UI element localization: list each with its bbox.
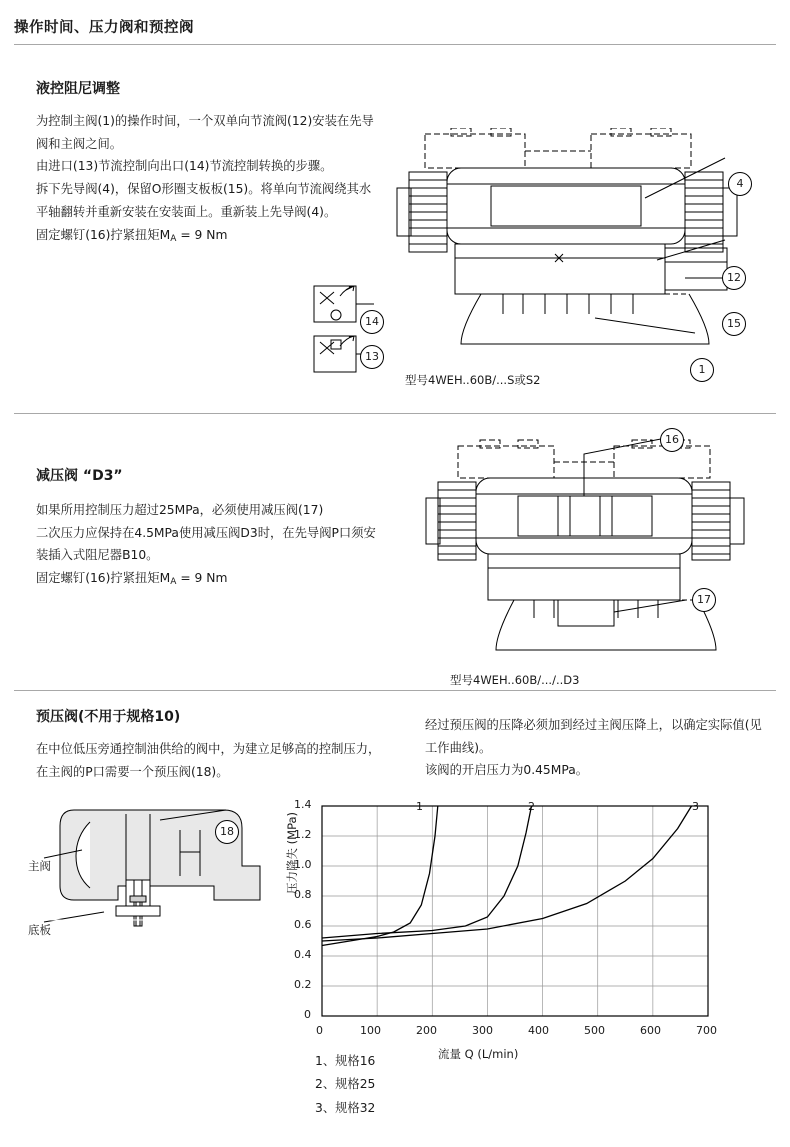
torque-subscript: A — [170, 233, 177, 244]
drawing-label-base-plate: 底板 — [28, 923, 51, 937]
section-1-para-1: 为控制主阀(1)的操作时间，一个双单向节流阀(12)安装在先导阀和主阀之间。 — [36, 114, 374, 151]
callout-18: 18 — [215, 820, 239, 844]
divider-3 — [14, 690, 776, 691]
divider-1 — [14, 44, 776, 45]
torque-text: 固定螺钉(16)拧紧扭矩M — [36, 227, 171, 242]
chart-xtick-700: 700 — [696, 1024, 717, 1037]
callout-17: 17 — [692, 588, 716, 612]
torque-value-2: = 9 Nm — [176, 571, 228, 586]
callout-13: 13 — [360, 345, 384, 369]
drawing-1-caption: 型号4WEH..60B/...S或S2 — [405, 373, 541, 387]
valve-assembly-drawing-2 — [418, 424, 768, 669]
section-damping-adjustment — [36, 78, 376, 247]
drawing-label-main-valve: 主阀 — [28, 859, 51, 873]
callout-1: 1 — [690, 358, 714, 382]
section-3-heading: 预压阀(不用于规格10) — [36, 709, 181, 725]
legend-item-2: 2、规格25 — [315, 1077, 376, 1092]
chart-xtick-0: 0 — [316, 1024, 323, 1037]
chart-ytick-0.8: 0.8 — [294, 888, 312, 901]
section-3-right-para-1: 经过预压阀的压降必须加到经过主阀压降上，以确定实际值(见工作曲线)。 — [425, 718, 762, 755]
section-3-right-column — [425, 714, 765, 782]
chart-xtick-100: 100 — [360, 1024, 381, 1037]
section-2-para-2: 二次压力应保持在4.5MPa使用减压阀D3时，在先导阀P口须安装插入式阻尼器B10。 — [36, 525, 376, 563]
pre-pressure-valve-section-drawing — [30, 800, 295, 940]
chart-ytick-0: 0 — [304, 1008, 311, 1021]
throttle-check-valve-symbol — [300, 280, 400, 380]
chart-ytick-1.4: 1.4 — [294, 798, 312, 811]
chart-ytick-0.4: 0.4 — [294, 948, 312, 961]
section-2-para-1: 如果所用控制压力超过25MPa，必须使用减压阀(17) — [36, 503, 324, 517]
chart-ytick-0.6: 0.6 — [294, 918, 312, 931]
legend-item-3: 3、规格32 — [315, 1100, 376, 1115]
chart-ytick-1.2: 1.2 — [294, 828, 312, 841]
section-2-heading: 减压阀 “D3” — [36, 468, 123, 484]
chart-series-label-1: 1 — [416, 800, 423, 813]
section-1-heading: 液控阻尼调整 — [36, 81, 120, 97]
chart-xtick-500: 500 — [584, 1024, 605, 1037]
torque-value: = 9 Nm — [176, 227, 228, 242]
torque-subscript-2: A — [170, 577, 177, 588]
callout-14: 14 — [360, 310, 384, 334]
chart-x-axis-label: 流量 Q (L/min) — [438, 1047, 519, 1061]
callout-12: 12 — [722, 266, 746, 290]
chart-legend — [315, 1050, 375, 1120]
chart-xtick-300: 300 — [472, 1024, 493, 1037]
legend-item-1: 1、规格16 — [315, 1054, 376, 1068]
chart-ytick-1.0: 1.0 — [294, 858, 312, 871]
section-1-para-3: 拆下先导阀(4)，保留O形圈支板板(15)。将单向节流阀绕其水平轴翻转并重新安装在安装面上。重新装上先导阀(4)。 — [36, 182, 372, 219]
callout-16: 16 — [660, 428, 684, 452]
chart-series-label-2: 2 — [528, 800, 535, 813]
section-pre-pressure-valve — [36, 706, 381, 783]
callout-4: 4 — [728, 172, 752, 196]
chart-xtick-200: 200 — [416, 1024, 437, 1037]
chart-series-label-3: 3 — [692, 800, 699, 813]
page-title: 操作时间、压力阀和预控阀 — [14, 20, 194, 36]
section-2-para-3 — [36, 567, 381, 591]
section-1-para-2: 由进口(13)节流控制向出口(14)节流控制转换的步骤。 — [36, 159, 333, 174]
chart-y-axis-label: 压力降失 (MPa) — [285, 811, 299, 894]
section-pressure-reducing-valve — [36, 465, 381, 591]
chart-plot-area — [288, 798, 758, 1068]
pressure-drop-chart — [285, 798, 758, 1068]
divider-2 — [14, 413, 776, 414]
chart-xtick-400: 400 — [528, 1024, 549, 1037]
section-1-para-4 — [36, 224, 376, 248]
drawing-2-caption: 型号4WEH..60B/.../..D3 — [450, 673, 580, 687]
section-3-left-para: 在中位低压旁通控制油供给的阀中，为建立足够高的控制压力，在主阀的P口需要一个预压阀(18)。 — [36, 742, 381, 779]
callout-15: 15 — [722, 312, 746, 336]
torque-text-2: 固定螺钉(16)拧紧扭矩M — [36, 571, 171, 586]
section-3-right-para-2: 该阀的开启压力为0.45MPa。 — [425, 763, 589, 778]
valve-assembly-drawing-1 — [395, 128, 775, 373]
chart-xtick-600: 600 — [640, 1024, 661, 1037]
chart-ytick-0.2: 0.2 — [294, 978, 312, 991]
